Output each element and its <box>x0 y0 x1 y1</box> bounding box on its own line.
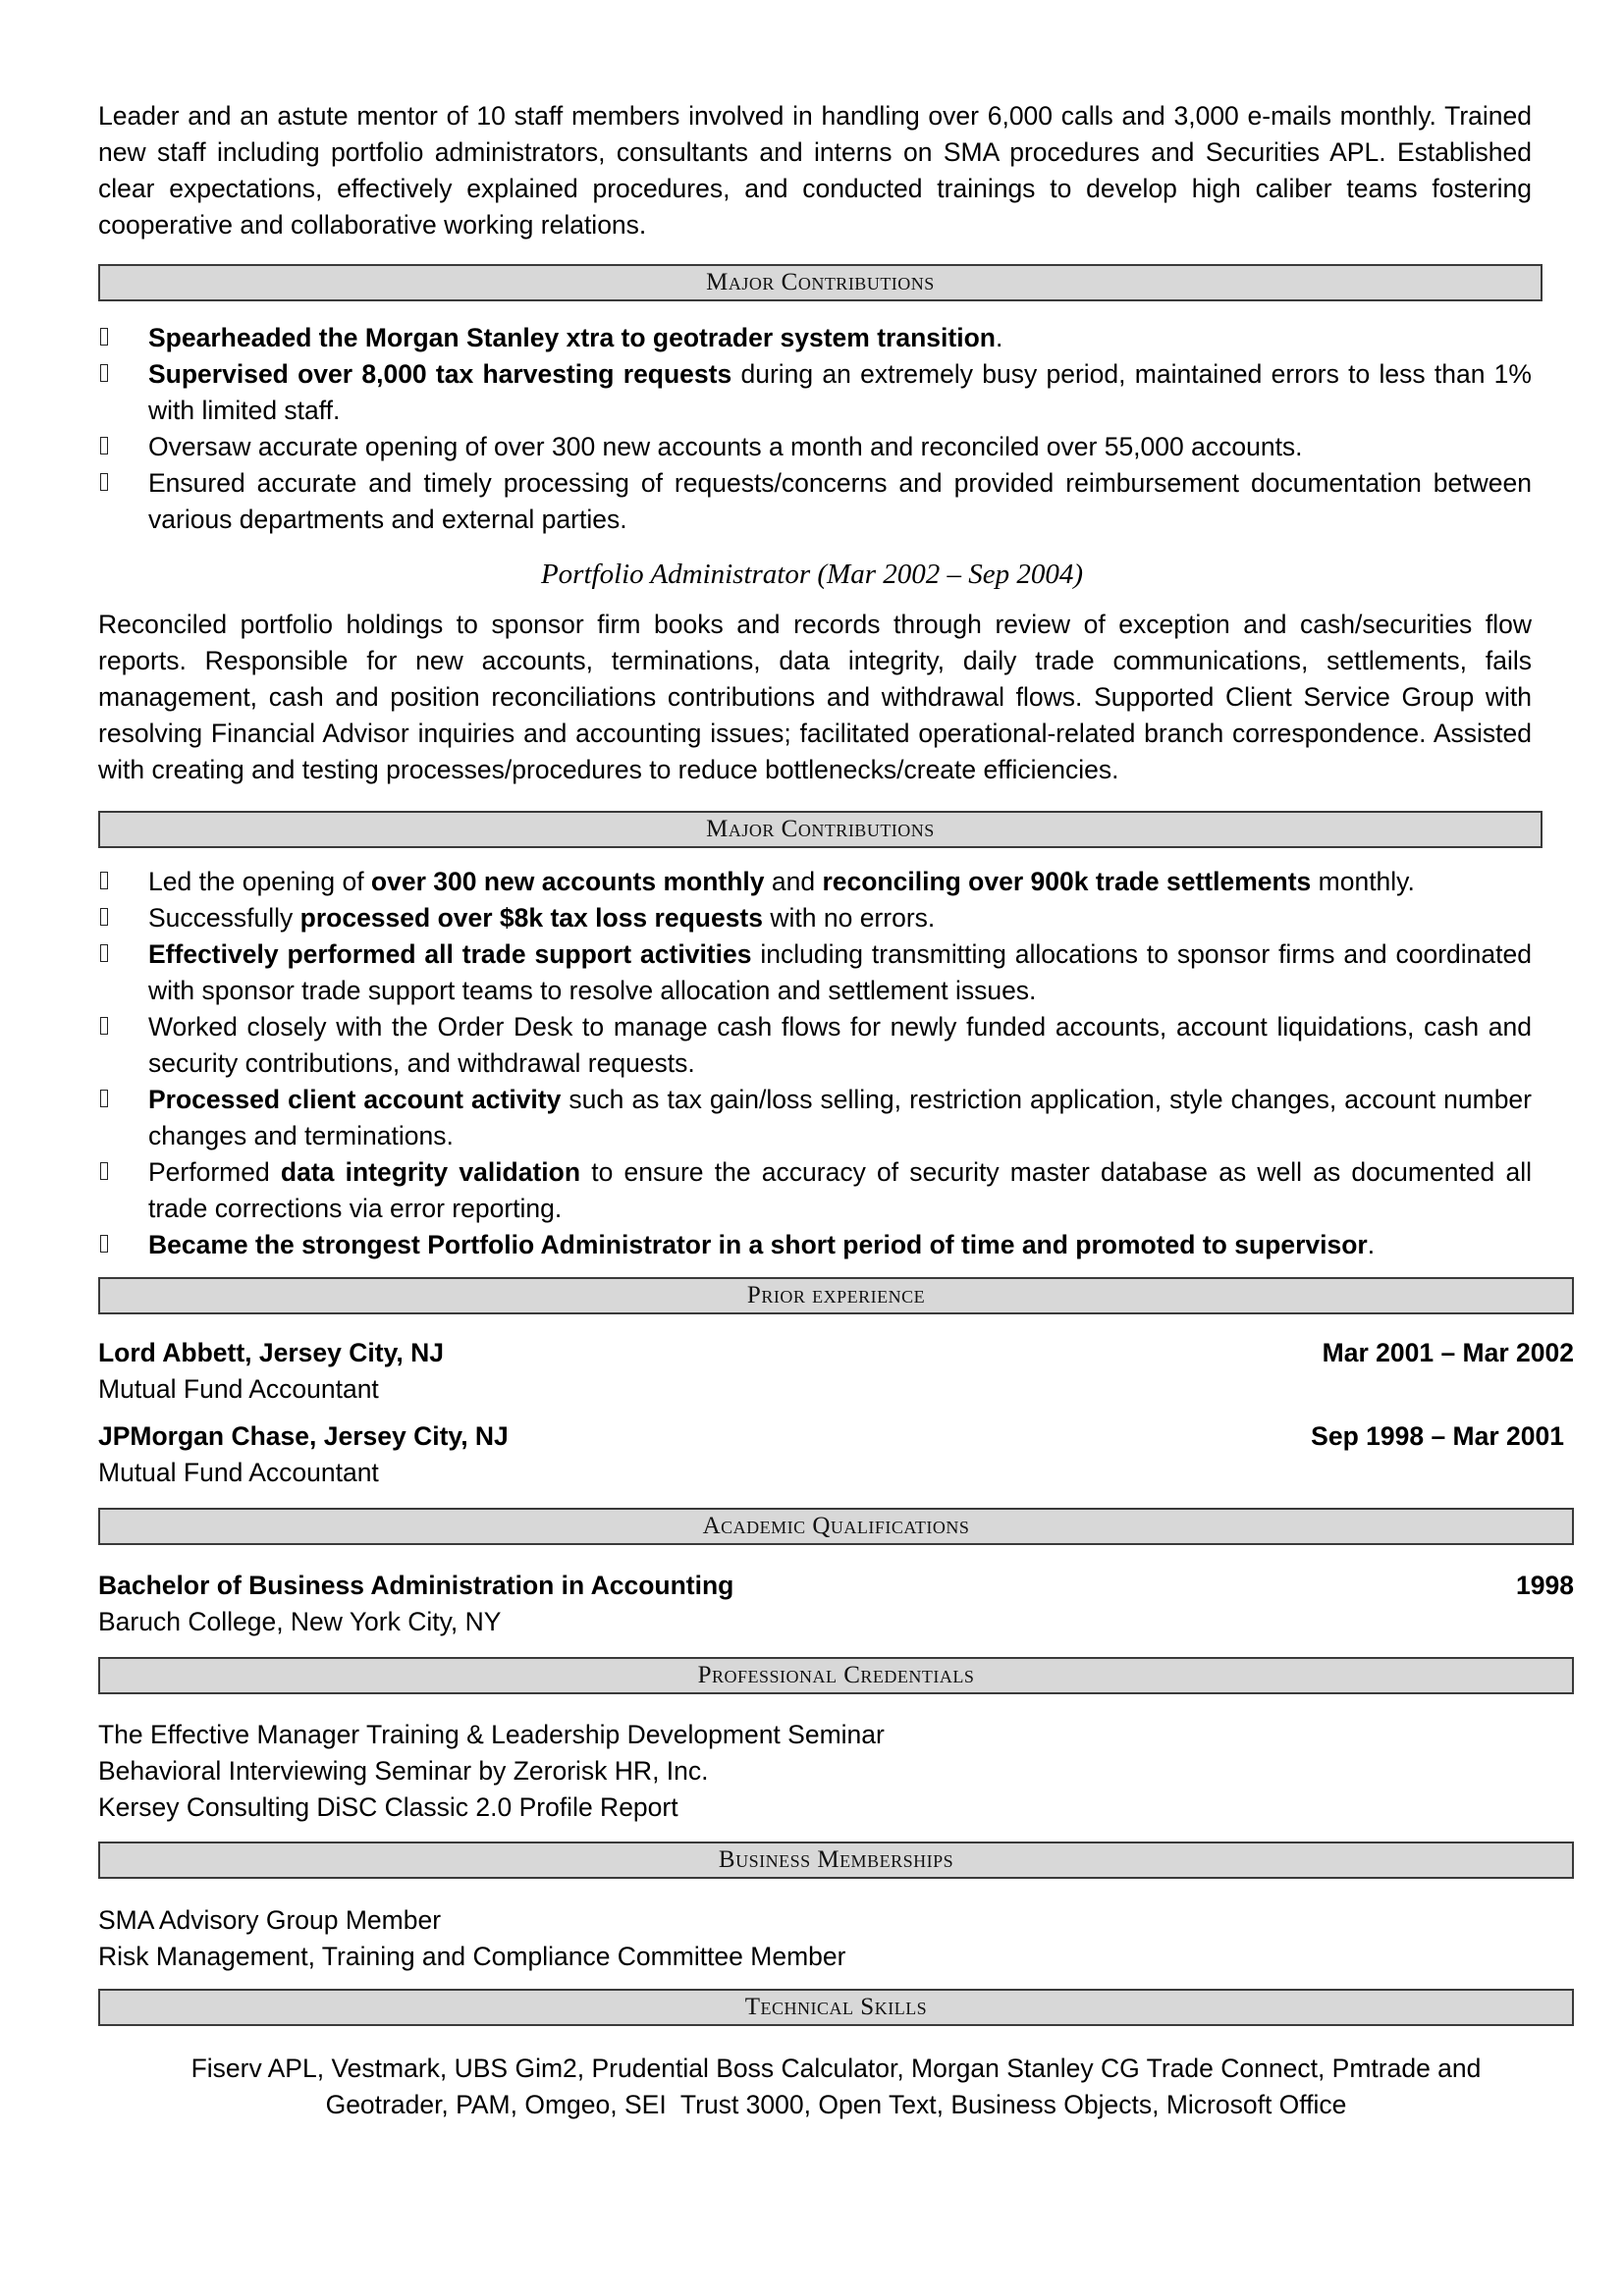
text: and <box>764 867 823 896</box>
list-item <box>98 1227 1532 1263</box>
credential-item: Behavioral Interviewing Seminar by Zerorisk HR, Inc. <box>98 1756 709 1786</box>
bold-text: Spearheaded the Morgan Stanley xtra to geotrader system transition <box>148 323 996 352</box>
text: Performed <box>148 1157 281 1187</box>
text: Led the opening of <box>148 867 371 896</box>
bullet-icon <box>100 437 108 454</box>
list-item <box>98 1009 1532 1082</box>
text: Successfully <box>148 903 300 933</box>
bold-text: Processed client account activity <box>148 1085 562 1114</box>
degree-year: 1998 <box>1516 1571 1574 1600</box>
section-header-major-contributions: Major Contributions <box>98 811 1543 848</box>
bold-text: Supervised over 8,000 tax harvesting requests <box>148 359 732 389</box>
section-header-academic-qualifications: Academic Qualifications <box>98 1508 1574 1545</box>
bullet-icon <box>100 328 108 346</box>
bullet-icon <box>100 1090 108 1107</box>
bullet-icon <box>100 908 108 926</box>
text: Oversaw accurate opening of over 300 new accounts a month and reconciled over 55,000 accounts. <box>148 432 1303 461</box>
text: . <box>995 323 1003 352</box>
section-header-prior-experience: Prior experience <box>98 1277 1574 1314</box>
list-item <box>98 1082 1532 1154</box>
list-item <box>98 936 1532 1009</box>
credential-item: Kersey Consulting DiSC Classic 2.0 Profile Report <box>98 1792 678 1822</box>
job-role: Mutual Fund Accountant <box>98 1458 379 1487</box>
job-summary: Reconciled portfolio holdings to sponsor firm books and records through review of exception and cash/securities flow reports. Responsible for new accounts, terminations, data integrity, daily trade communications, settlements, fails management, cash and position reconciliations contributions and withdrawal flows. Supported Client Service Group with resolving Financial Advisor inquiries and accounting issues; facilitated operational-related branch correspondence. Assisted with creating and testing processes/procedures to reduce bottlenecks/create efficiencies. <box>98 610 1532 784</box>
text: such as tax gain/loss selling, restriction application, style changes, account number changes and terminations. <box>148 1085 1532 1150</box>
job-role: Mutual Fund Accountant <box>98 1374 379 1404</box>
bold-text: over 300 new accounts monthly <box>370 867 765 896</box>
employer: JPMorgan Chase, Jersey City, NJ <box>98 1421 509 1451</box>
bullet-icon <box>100 1017 108 1035</box>
credential-item: The Effective Manager Training & Leadership Development Seminar <box>98 1720 885 1749</box>
list-item <box>98 1154 1532 1227</box>
membership-item: SMA Advisory Group Member <box>98 1905 442 1935</box>
bullet-icon <box>100 473 108 491</box>
text: during an extremely busy period, maintained errors to less than 1% with limited staff. <box>148 359 1532 425</box>
major-contributions-list <box>98 320 1532 538</box>
list-item <box>98 465 1532 538</box>
intro-paragraph: Leader and an astute mentor of 10 staff members involved in handling over 6,000 calls and 3,000 e-mails monthly. Trained new staff including portfolio administrators, consultants and interns on SMA procedures and Securities APL. Established clear expectations, effectively explained procedures, and conducted trainings to develop high caliber teams fostering cooperative and collaborative working relations. <box>98 101 1532 240</box>
skills-line: Geotrader, PAM, Omgeo, SEI Trust 3000, Open Text, Business Objects, Microsoft Office <box>325 2090 1347 2119</box>
text: to ensure the accuracy of security master database as well as documented all trade corrections via error reporting. <box>148 1157 1532 1223</box>
degree: Bachelor of Business Administration in Accounting <box>98 1571 734 1600</box>
job-title: Portfolio Administrator (Mar 2002 – Sep 2004) <box>540 559 1084 590</box>
bold-text: Effectively performed all trade support activities <box>148 939 752 969</box>
section-header-business-memberships: Business Memberships <box>98 1842 1574 1879</box>
list-item <box>98 900 1532 936</box>
text: Ensured accurate and timely processing of requests/concerns and provided reimbursement documentation between various departments and external parties. <box>148 468 1532 534</box>
job-dates: Mar 2001 – Mar 2002 <box>1322 1338 1574 1367</box>
school: Baruch College, New York City, NY <box>98 1607 502 1636</box>
list-item <box>98 356 1532 429</box>
bold-text: data integrity validation <box>280 1157 581 1187</box>
list-item <box>98 320 1532 356</box>
bullet-icon <box>100 364 108 382</box>
major-contributions-list <box>98 864 1532 1263</box>
list-item <box>98 429 1532 465</box>
membership-item: Risk Management, Training and Compliance Committee Member <box>98 1942 846 1971</box>
bold-text: Became the strongest Portfolio Administrator in a short period of time and promoted to supervisor <box>148 1230 1368 1259</box>
employer: Lord Abbett, Jersey City, NJ <box>98 1338 444 1367</box>
section-header-technical-skills: Technical Skills <box>98 1989 1574 2026</box>
text: Worked closely with the Order Desk to manage cash flows for newly funded accounts, account liquidations, cash and security contributions, and withdrawal requests. <box>148 1012 1532 1078</box>
bullet-icon <box>100 1162 108 1180</box>
bullet-icon <box>100 944 108 962</box>
job-dates: Sep 1998 – Mar 2001 <box>1311 1421 1564 1451</box>
text: with no errors. <box>763 903 936 933</box>
bold-text: processed over $8k tax loss requests <box>299 903 763 933</box>
bullet-icon <box>100 1235 108 1253</box>
text: monthly. <box>1311 867 1415 896</box>
section-header-professional-credentials: Professional Credentials <box>98 1657 1574 1694</box>
skills-line: Fiserv APL, Vestmark, UBS Gim2, Prudential Boss Calculator, Morgan Stanley CG Trade Connect, Pmtrade and <box>190 2054 1482 2083</box>
bold-text: reconciling over 900k trade settlements <box>822 867 1312 896</box>
list-item <box>98 864 1532 900</box>
text: including transmitting allocations to sponsor firms and coordinated with sponsor trade support teams to resolve allocation and settlement issues. <box>148 939 1532 1005</box>
section-header-major-contributions: Major Contributions <box>98 264 1543 301</box>
text: . <box>1367 1230 1376 1259</box>
bullet-icon <box>100 872 108 889</box>
